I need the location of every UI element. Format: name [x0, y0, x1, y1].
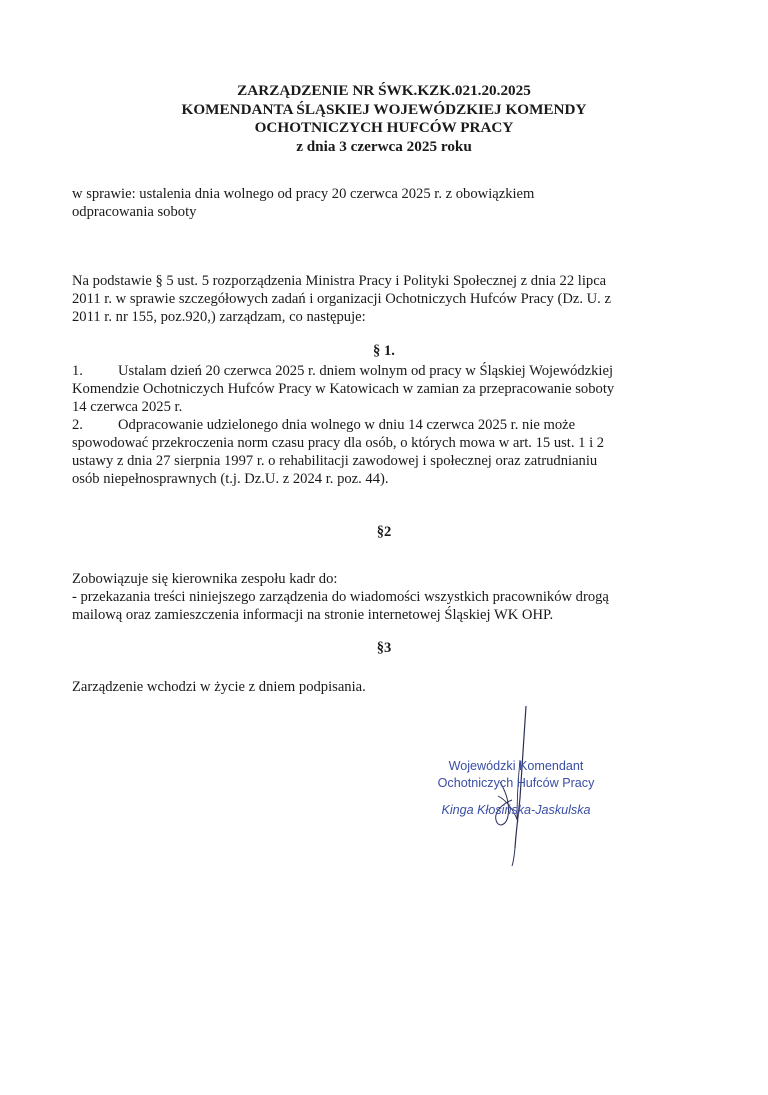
item-2-line-4: osób niepełnosprawnych (t.j. Dz.U. z 2024 r. poz. 44). — [72, 471, 389, 487]
item-2-line-3: ustawy z dnia 27 sierpnia 1997 r. o rehabilitacji zawodowej i społecznej oraz zatrudnianiu — [72, 453, 598, 469]
subject-line-1: w sprawie: ustalenia dnia wolnego od pracy 20 czerwca 2025 r. z obowiązkiem — [72, 186, 535, 202]
preamble-line-2: 2011 r. w sprawie szczegółowych zadań i organizacji Ochotniczych Hufców Pracy (Dz. U. z — [72, 291, 611, 307]
title-line-3: OCHOTNICZYCH HUFCÓW PRACY — [254, 119, 514, 136]
item-1-number: 1. — [72, 363, 83, 379]
document-title — [0, 82, 768, 156]
stamp-line-1: Wojewódzki Komendant — [448, 759, 584, 773]
stamp-name: Kinga Kłosińska-Jaskulska — [441, 803, 591, 817]
section-2-line-1: Zobowiązuje się kierownika zespołu kadr do: — [72, 571, 338, 587]
item-2-line-1 — [72, 416, 692, 434]
item-1-line-2: Komendzie Ochotniczych Hufców Pracy w Katowicach w zamian za przepracowanie soboty — [72, 381, 615, 397]
section-3-body — [72, 678, 692, 696]
title-line-2: KOMENDANTA ŚLĄSKIEJ WOJEWÓDZKIEJ KOMENDY — [181, 100, 587, 118]
item-2-line-2: spowodować przekroczenia norm czasu pracy dla osób, o których mowa w art. 15 ust. 1 i 2 — [72, 435, 605, 451]
title-line-1: ZARZĄDZENIE NR ŚWK.KZK.021.20.2025 — [237, 82, 531, 99]
section-1-heading: § 1. — [373, 343, 395, 359]
section-2-heading: §2 — [376, 524, 392, 540]
item-1-line-3: 14 czerwca 2025 r. — [72, 399, 183, 415]
title-date: z dnia 3 czerwca 2025 roku — [296, 137, 472, 155]
preamble — [72, 272, 692, 326]
official-stamp — [416, 758, 616, 819]
section-3-line-1: Zarządzenie wchodzi w życie z dniem podpisania. — [72, 679, 366, 695]
section-2-line-3: mailową oraz zamieszczenia informacji na stronie internetowej Śląskiej WK OHP. — [72, 607, 554, 623]
stamp-line-2: Ochotniczych Hufców Pracy — [437, 776, 595, 790]
preamble-line-1: Na podstawie § 5 ust. 5 rozporządzenia Ministra Pracy i Polityki Społecznej z dnia 22 lipca — [72, 273, 607, 289]
section-1-body — [72, 362, 692, 488]
section-2-line-2: - przekazania treści niniejszego zarządzenia do wiadomości wszystkich pracowników drogą — [72, 589, 609, 605]
section-3-heading: §3 — [376, 640, 392, 656]
preamble-line-3: 2011 r. nr 155, poz.920,) zarządzam, co następuje: — [72, 309, 366, 325]
section-2-body — [72, 570, 692, 624]
subject-line-2: odpracowania soboty — [72, 204, 197, 220]
item-1-line-1 — [72, 362, 692, 380]
subject — [72, 185, 692, 221]
item-2-text: Odpracowanie udzielonego dnia wolnego w dniu 14 czerwca 2025 r. nie może — [118, 417, 576, 433]
item-2-number: 2. — [72, 417, 83, 433]
item-1-text: Ustalam dzień 20 czerwca 2025 r. dniem wolnym od pracy w Śląskiej Wojewódzkiej — [118, 363, 614, 379]
